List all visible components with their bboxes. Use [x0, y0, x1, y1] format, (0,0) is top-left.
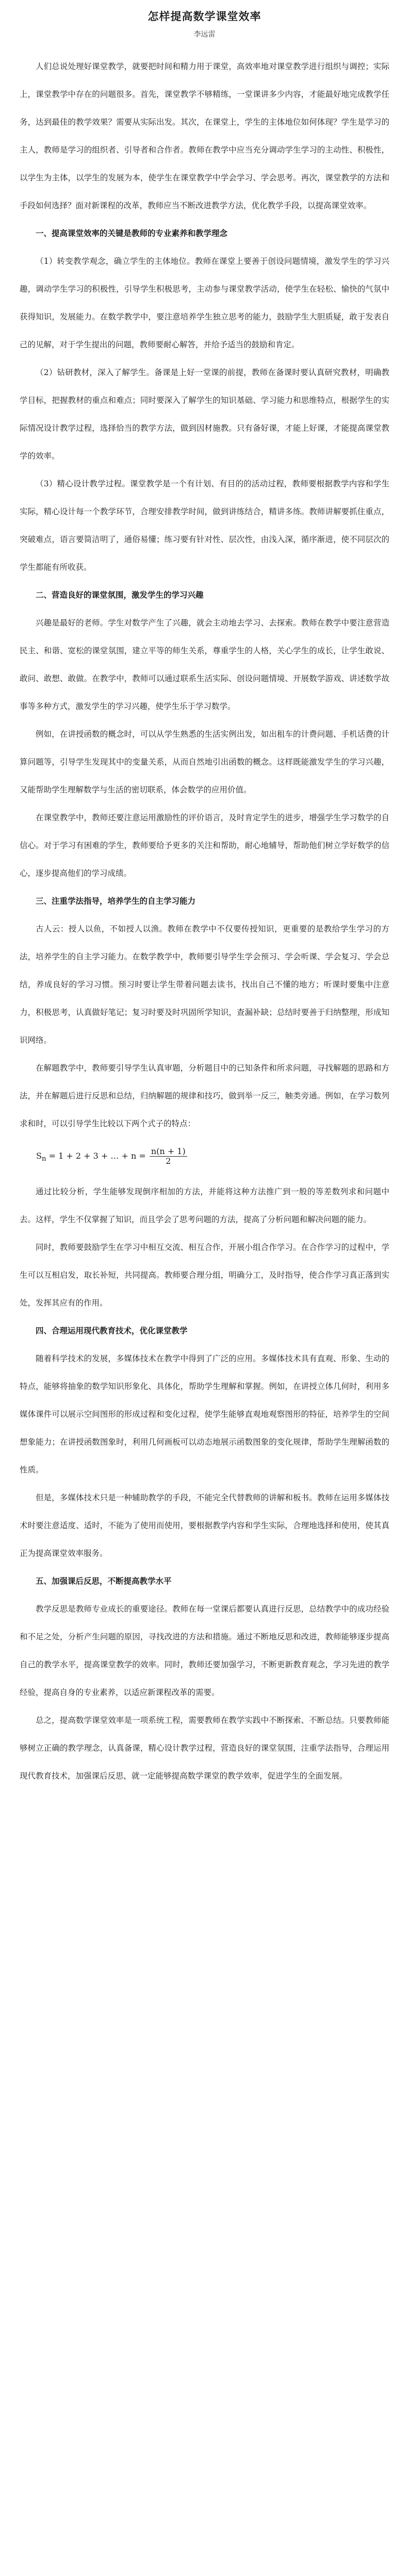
section-heading: 五、加强课后反思，不断提高教学水平: [36, 1576, 172, 1586]
document-title: 怎样提高数学课堂效率: [148, 10, 261, 23]
body-paragraph: 例如，在讲授函数的概念时，可以从学生熟悉的生活实例出发，如出租车的计费问题、手机话费的计算问题等，引导学生发现其中的变量关系，从而自然地引出函数的概念。这样既能激发学生的学习兴趣，又能帮助学生理解数学与生活的密切联系，体会数学的应用价值。: [20, 730, 389, 794]
section-heading: 三、注重学法指导，培养学生的自主学习能力: [36, 896, 196, 906]
formula-lhs: S: [36, 1151, 42, 1161]
body-paragraph: 但是，多媒体技术只是一种辅助教学的手段，不能完全代替教师的讲解和板书。教师在运用多媒体技术时要注意适度、适时，不能为了使用而使用，要根据教学内容和学生实际，合理地选择和使用，使其真正为提高课堂效率服务。: [20, 1493, 389, 1558]
body-paragraph: 在课堂教学中，教师还要注意运用激励性的评价语言，及时肯定学生的进步，增强学生学习数学的自信心。对于学习有困难的学生，教师要给予更多的关注和帮助，耐心地辅导，帮助他们树立学好数学的信心，逐步提高他们的学习成绩。: [20, 813, 389, 878]
body-paragraph: 同时，教师要鼓励学生在学习中相互交流、相互合作，开展小组合作学习。在合作学习的过程中，学生可以互相启发，取长补短，共同提高。教师要合理分组，明确分工，及时指导，使合作学习真正落到实处，发挥其应有的作用。: [20, 1243, 389, 1308]
body-paragraph: 人们总说处理好课堂教学，就要把时间和精力用于课堂，高效率地对课堂教学进行组织与调控；实际上，课堂教学中存在的问题很多。首先，课堂教学不够精练，一堂课讲多少内容，才能最好地完成教学任务，达到最佳的教学效果？需要从实际出发。其次，在课堂上，学生的主体地位如何体现？学生是学习的主人，教师是学习的组织者、引导者和合作者。教师在教学中应当充分调动学生学习的主动性、积极性，以学生为主体，以学生的发展为本，使学生在课堂教学中学会学习、学会思考。再次，课堂教学的方法和手段如何选择？面对新课程的改革，教师应当不断改进教学方法，优化教学手段，以提高课堂效率。: [20, 62, 389, 210]
body-paragraph: 通过比较分析，学生能够发现倒序相加的方法，并能将这种方法推广到一般的等差数列求和问题中去。这样，学生不仅掌握了知识，而且学会了思考问题的方法，提高了分析问题和解决问题的能力。: [20, 1187, 389, 1225]
body-paragraph: 古人云：授人以鱼，不如授人以渔。教师在教学中不仅要传授知识，更重要的是教给学生学习的方法，培养学生的自主学习能力。在数学教学中，教师要引导学生学会预习、学会听课、学会复习、学会总结，养成良好的学习习惯。预习时要让学生带着问题去读书，找出自己不懂的地方；听课时要集中注意力，积极思考，认真做好笔记；复习时要及时巩固所学知识，查漏补缺；总结时要善于归纳整理，形成知识网络。: [20, 924, 389, 1045]
body-paragraph: （1）转变教学观念，确立学生的主体地位。教师在课堂上要善于创设问题情境，激发学生的学习兴趣，调动学生学习的积极性，引导学生积极思考，主动参与课堂教学活动，使学生在轻松、愉快的气氛中获得知识，发展能力。在数学教学中，要注意培养学生独立思考的能力，鼓励学生大胆质疑，敢于发表自己的见解，对于学生提出的问题，教师要耐心解答，并给予适当的鼓励和肯定。: [20, 257, 389, 349]
body-paragraph: 教学反思是教师专业成长的重要途径。教师在每一堂课后都要认真进行反思，总结教学中的成功经验和不足之处，分析产生问题的原因，寻找改进的方法和措施。通过不断地反思和改进，教师能够逐步提高自己的教学水平，提高课堂教学的效率。同时，教师还要加强学习，不断更新教育观念，学习先进的教学经验，提高自身的专业素养，以适应新课程改革的需要。: [20, 1604, 389, 1698]
body-paragraph: 兴趣是最好的老师。学生对数学产生了兴趣，就会主动地去学习、去探索。教师在教学中要注意营造民主、和谐、宽松的课堂氛围，建立平等的师生关系，尊重学生的人格，关心学生的成长，让学生敢说、敢问、敢想、敢做。在教学中，教师可以通过联系生活实际、创设问题情境、开展数学游戏、讲述数学故事等多种方式，激发学生的学习兴趣，使学生乐于学习数学。: [20, 618, 389, 711]
body-paragraph: 在解题教学中，教师要引导学生认真审题，分析题目中的已知条件和所求问题，寻找解题的思路和方法，并在解题后进行反思和总结，归纳解题的规律和技巧，做到举一反三，触类旁通。例如，在学习数列求和时，可以引导学生比较以下两个式子的特点：: [20, 1063, 389, 1128]
section-heading: 四、合理运用现代教育技术，优化课堂教学: [36, 1326, 188, 1336]
formula-fraction: [150, 1147, 187, 1166]
section-heading: 二、营造良好的课堂氛围，激发学生的学习兴趣: [36, 590, 204, 600]
body-paragraph: （2）钻研教材，深入了解学生。备课是上好一堂课的前提，教师在备课时要认真研究教材，明确教学目标，把握教材的重点和难点；同时要深入了解学生的知识基础、学习能力和思维特点，根据学生的实际情况设计教学过程，选择恰当的教学方法，做到因材施教。只有备好课，才能上好课，才能提高课堂教学的效率。: [20, 368, 389, 461]
math-formula: [20, 1140, 389, 1176]
body-paragraph: 随着科学技术的发展，多媒体技术在教学中得到了广泛的应用。多媒体技术具有直观、形象、生动的特点，能够将抽象的数学知识形象化、具体化，帮助学生理解和掌握。例如，在讲授立体几何时，利用多媒体课件可以展示空间图形的形成过程和变化过程，使学生能够直观地观察图形的特征，培养学生的空间想象能力；在讲授函数图象时，利用几何画板可以动态地展示函数图象的变化规律，帮助学生理解函数的性质。: [20, 1354, 389, 1475]
formula-subscript: n: [41, 1155, 46, 1163]
section-heading: 一、提高课堂效率的关键是教师的专业素养和教学理念: [36, 228, 228, 238]
formula-body: = 1 + 2 + 3 + … + n =: [46, 1151, 149, 1161]
document-body: [20, 53, 389, 1790]
body-paragraph: 总之，提高数学课堂效率是一项系统工程，需要教师在教学实践中不断探索、不断总结。只要教师能够树立正确的教学理念，认真备课，精心设计教学过程，营造良好的课堂氛围，注重学法指导，合理运用现代教育技术，加强课后反思，就一定能够提高数学课堂的教学效率，促进学生的全面发展。: [20, 1716, 389, 1781]
document-author: 李远雷: [193, 30, 216, 39]
body-paragraph: （3）精心设计教学过程。课堂教学是一个有计划、有目的的活动过程，教师要根据教学内容和学生实际，精心设计每一个教学环节，合理安排教学时间，做到讲练结合，精讲多练。教师讲解要抓住重点，突破难点，语言要简洁明了，通俗易懂；练习要有针对性、层次性，由浅入深，循序渐进，使不同层次的学生都能有所收获。: [20, 479, 389, 572]
fraction-numerator: n(n + 1): [150, 1147, 187, 1157]
fraction-denominator: 2: [166, 1156, 171, 1166]
